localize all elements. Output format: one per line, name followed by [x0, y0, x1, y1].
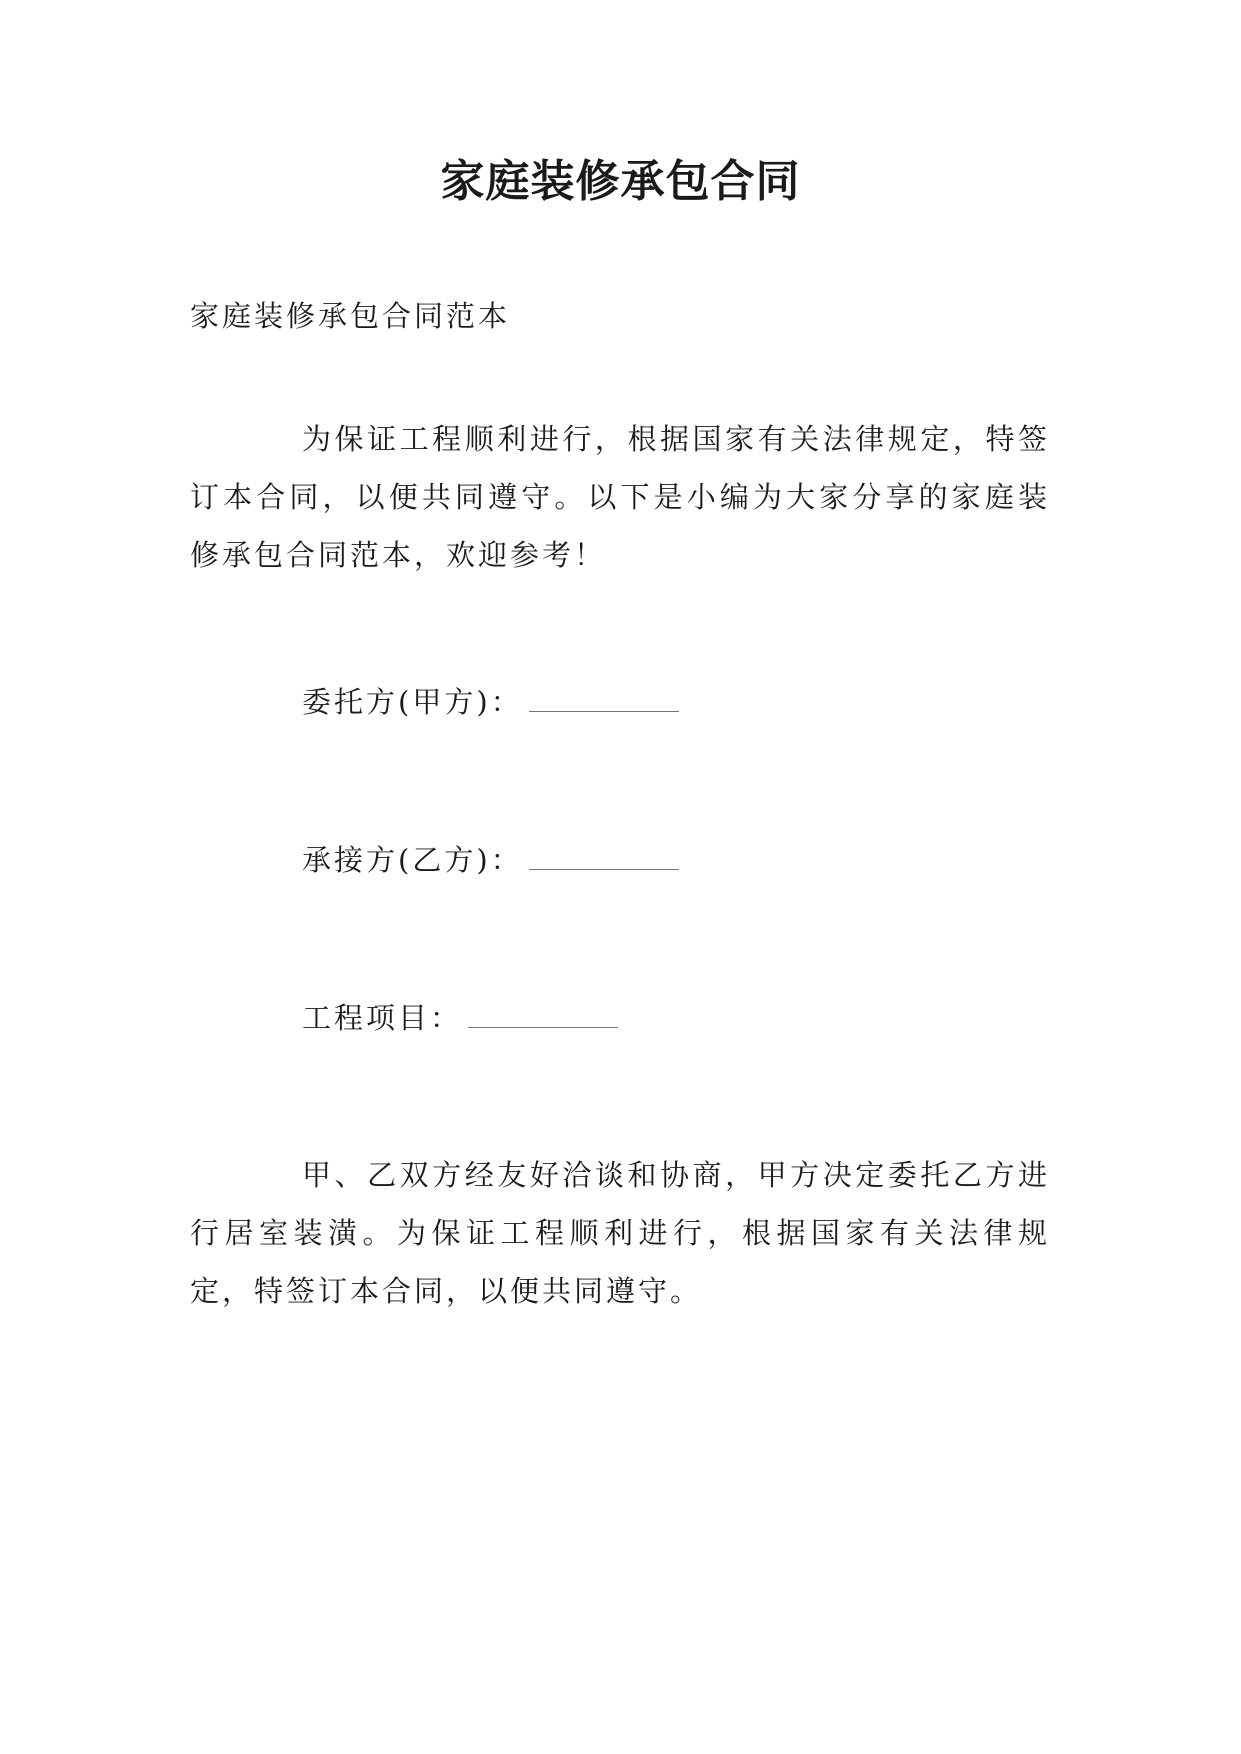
document-subtitle: 家庭装修承包合同范本: [190, 299, 511, 333]
party-b-label: 承接方(乙方)：: [302, 843, 523, 877]
document-title: 家庭装修承包合同: [440, 156, 801, 207]
project-blank-line: [468, 1001, 618, 1028]
project-field: [302, 996, 618, 1040]
party-a-blank-line: [529, 685, 679, 712]
party-a-field: [302, 680, 679, 724]
project-label: 工程项目：: [302, 1001, 463, 1035]
agreement-paragraph: 甲、乙双方经友好洽谈和协商，甲方决定委托乙方进行居室装潢。为保证工程顺利进行，根据国家有关法律规定，特签订本合同，以便共同遵守。: [190, 1158, 1050, 1308]
party-b-field: [302, 838, 679, 882]
party-b-blank-line: [529, 843, 679, 870]
intro-paragraph: 为保证工程顺利进行，根据国家有关法律规定，特签订本合同，以便共同遵守。以下是小编为大家分享的家庭装修承包合同范本，欢迎参考！: [190, 422, 1050, 572]
party-a-label: 委托方(甲方)：: [302, 685, 523, 719]
